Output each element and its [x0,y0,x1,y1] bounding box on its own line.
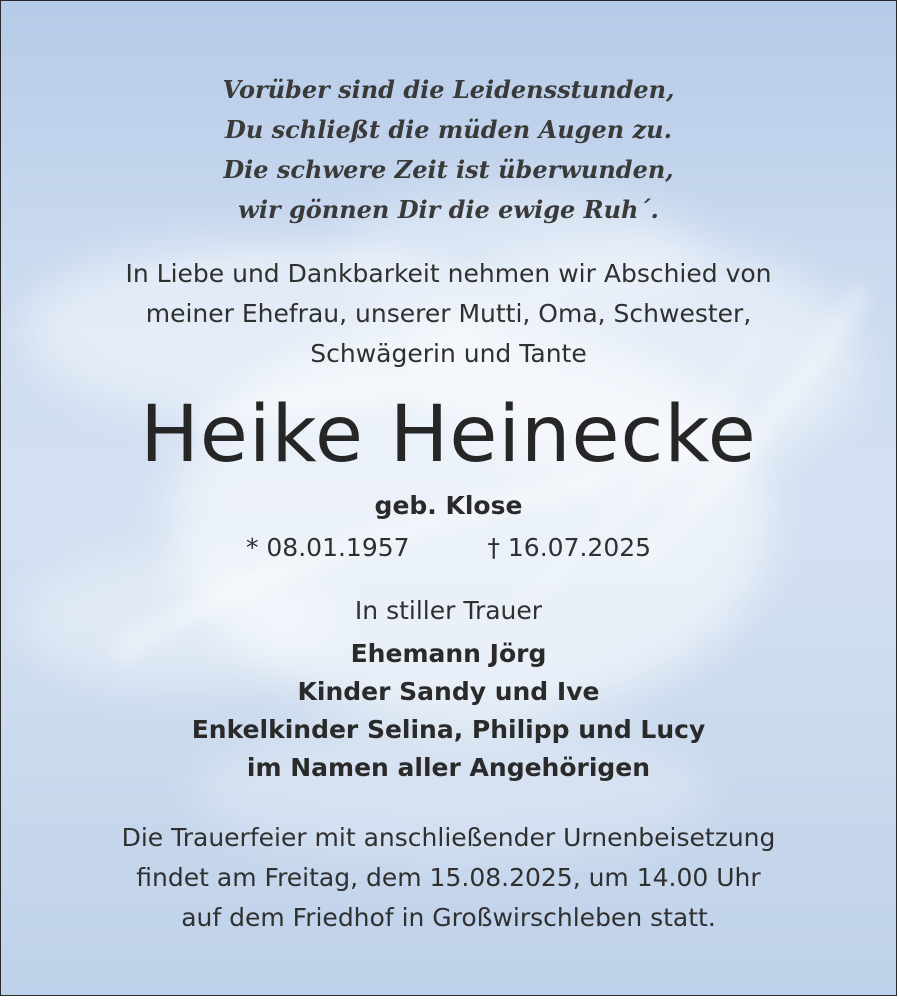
intro-line-2: meiner Ehefrau, unserer Mutti, Oma, Schwester, [145,299,752,328]
life-dates [1,533,896,562]
mourner-line-3: Enkelkinder Selina, Philipp und Lucy [191,715,706,744]
ceremony-line-2: findet am Freitag, dem 15.08.2025, um 14.00 Uhr [136,863,761,892]
mourner-line-2: Kinder Sandy und Ive [297,677,600,706]
intro-line-3: Schwägerin und Tante [310,339,587,368]
death-date: † 16.07.2025 [487,533,652,562]
mourning-intro: In stiller Trauer [354,596,543,625]
poem-line-1: Vorüber sind die Leidensstunden, [222,75,675,104]
birth-date: * 08.01.1957 [245,533,410,562]
ceremony-line-3: auf dem Friedhof in Großwirschleben statt. [181,903,716,932]
obituary-content [1,1,896,995]
maiden-name: geb. Klose [374,491,523,520]
poem-line-2: Du schließt die müden Augen zu. [225,115,672,144]
mourner-line-4: im Namen aller Angehörigen [246,753,651,782]
deceased-name: Heike Heinecke [140,390,757,480]
poem-line-3: Die schwere Zeit ist überwunden, [223,155,674,184]
poem-line-4: wir gönnen Dir die ewige Ruh´. [238,195,659,224]
mourner-line-1: Ehemann Jörg [350,639,547,668]
ceremony-line-1: Die Trauerfeier mit anschließender Urnenbeisetzung [121,823,776,852]
intro-line-1: In Liebe und Dankbarkeit nehmen wir Abschied von [125,259,772,288]
